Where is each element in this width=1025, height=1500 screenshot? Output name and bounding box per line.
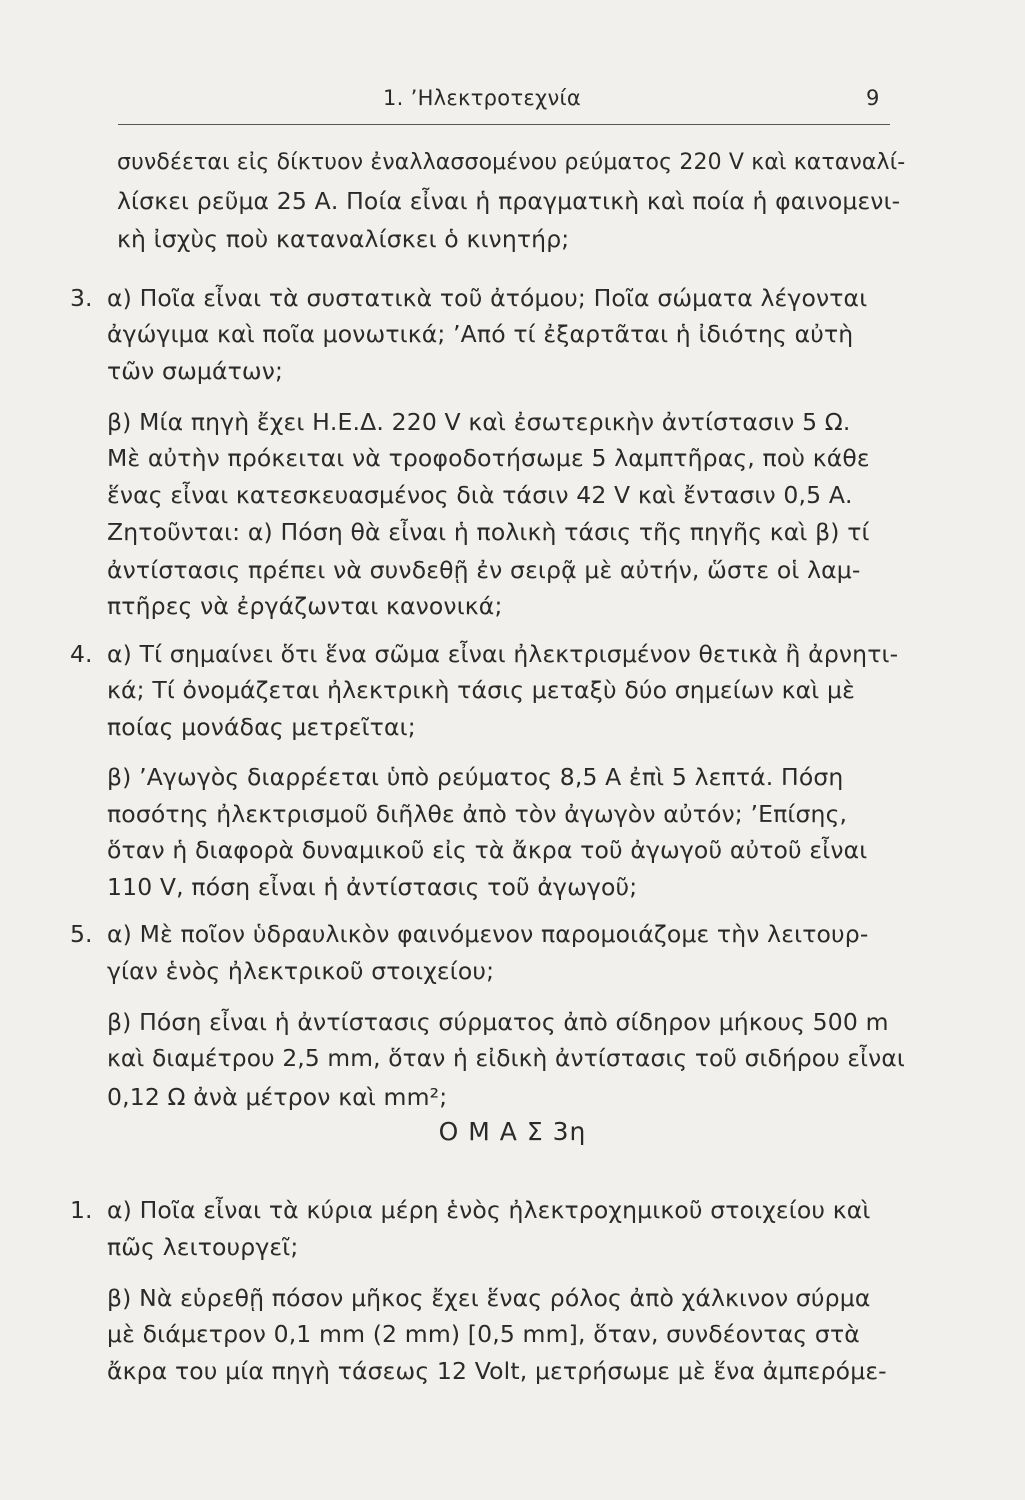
text-line: μὲ διάμετρον 0,1 mm (2 mm) [0,5 mm], ὅταν, συνδέοντας στὰ — [107, 1320, 860, 1348]
text-line: τῶν σωμάτων; — [107, 357, 284, 385]
header-rule — [118, 124, 890, 125]
text-line: καὶ διαμέτρου 2,5 mm, ὅταν ἡ εἰδικὴ ἀντίστασις τοῦ σιδήρου εἶναι — [107, 1045, 905, 1072]
text-line: 110 V, πόση εἶναι ἡ ἀντίστασις τοῦ ἀγωγοῦ; — [107, 873, 638, 901]
text-line: Μὲ αὐτὴν πρόκειται νὰ τροφοδοτήσωμε 5 λαμπτῆρας, ποὺ κάθε — [107, 444, 870, 472]
text-line: γίαν ἑνὸς ἠλεκτρικοῦ στοιχείου; — [107, 957, 495, 985]
text-line: πῶς λειτουργεῖ; — [107, 1233, 299, 1261]
text-line: α) Ποῖα εἶναι τὰ κύρια μέρη ἑνὸς ἠλεκτροχημικοῦ στοιχείου καὶ — [107, 1196, 871, 1224]
question-number: 3. — [70, 284, 93, 312]
text-line: κά; Τί ὀνομάζεται ἠλεκτρικὴ τάσις μεταξὺ δύο σημείων καὶ μὲ — [107, 676, 855, 704]
text-line: πτῆρες νὰ ἐργάζωνται κανονικά; — [107, 592, 503, 620]
text-line: β) Νὰ εὑρεθῇ πόσον μῆκος ἔχει ἕνας ρόλος ἀπὸ χάλκινον σύρμα — [107, 1284, 871, 1312]
question-number: 1. — [70, 1196, 93, 1224]
text-line: ἀγώγιμα καὶ ποῖα μονωτικά; ’Από τί ἐξαρτᾶται ἡ ἰδιότης αὐτὴ — [107, 320, 854, 348]
section-title: Ο Μ Α Σ 3η — [438, 1117, 587, 1146]
question-number: 4. — [70, 640, 93, 668]
text-line: 0,12 Ω ἀνὰ μέτρον καὶ mm²; — [107, 1083, 448, 1111]
text-line: ἕνας εἶναι κατεσκευασμένος διὰ τάσιν 42 V καὶ ἔντασιν 0,5 Α. — [107, 481, 853, 509]
text-line: ὅταν ἡ διαφορὰ δυναμικοῦ εἰς τὰ ἄκρα τοῦ ἀγωγοῦ αὐτοῦ εἶναι — [107, 836, 868, 864]
text-line: ποίας μονάδας μετρεῖται; — [107, 713, 416, 741]
question-number: 5. — [70, 920, 93, 948]
text-line: α) Ποῖα εἶναι τὰ συστατικὰ τοῦ ἀτόμου; Ποῖα σώματα λέγονται — [107, 284, 868, 312]
text-line: συνδέεται εἰς δίκτυον ἐναλλασσομένου ρεύματος 220 V καὶ καταναλί- — [117, 150, 906, 175]
running-header: 1. ’Ηλεκτροτεχνία — [383, 86, 582, 110]
text-line: β) Πόση εἶναι ἡ ἀντίστασις σύρματος ἀπὸ σίδηρον μήκους 500 m — [107, 1008, 889, 1036]
text-line: β) Μία πηγὴ ἔχει Η.Ε.Δ. 220 V καὶ ἐσωτερικὴν ἀντίστασιν 5 Ω. — [107, 408, 851, 436]
text-line: α) Μὲ ποῖον ὑδραυλικὸν φαινόμενον παρομοιάζομε τὴν λειτουρ- — [107, 920, 869, 948]
text-line: κὴ ἰσχὺς ποὺ καταναλίσκει ὁ κινητήρ; — [117, 225, 570, 253]
text-line: Ζητοῦνται: α) Πόση θὰ εἶναι ἡ πολικὴ τάσις τῆς πηγῆς καὶ β) τί — [107, 518, 870, 546]
page-number: 9 — [866, 86, 880, 110]
text-line: α) Τί σημαίνει ὅτι ἕνα σῶμα εἶναι ἠλεκτρισμένον θετικὰ ἢ ἀρνητι- — [107, 640, 899, 668]
text-line: λίσκει ρεῦμα 25 Α. Ποία εἶναι ἡ πραγματικὴ καὶ ποία ἡ φαινομενι- — [117, 187, 901, 215]
text-line: ἄκρα του μία πηγὴ τάσεως 12 Volt, μετρήσωμε μὲ ἕνα ἀμπερόμε- — [107, 1357, 887, 1385]
text-line: ποσότης ἠλεκτρισμοῦ διῆλθε ἀπὸ τὸν ἀγωγὸν αὐτόν; ’Επίσης, — [107, 800, 848, 828]
text-line: β) ’Αγωγὸς διαρρέεται ὑπὸ ρεύματος 8,5 Α ἐπὶ 5 λεπτά. Πόση — [107, 763, 844, 791]
text-line: ἀντίστασις πρέπει νὰ συνδεθῇ ἐν σειρᾷ μὲ αὐτήν, ὥστε οἱ λαμ- — [107, 556, 861, 584]
